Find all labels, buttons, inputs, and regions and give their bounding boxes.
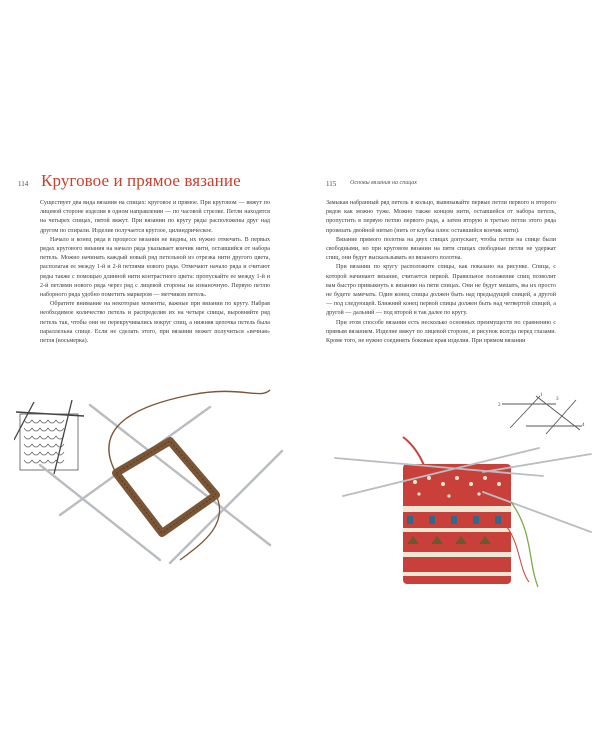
- diagram-number: 3: [556, 397, 559, 402]
- diagram-number: 1: [540, 393, 543, 398]
- page-number-right: 115: [326, 180, 337, 188]
- page-number-left: 114: [18, 180, 29, 188]
- paragraph: Вязание прямого полотна на двух спицах допускает, чтобы петли на спице были свободными, но при круговом вязании на пяти спицах свободные петли не удержат спиц, они будут выскальзывать из вязаного полотна.: [326, 236, 556, 262]
- red-patterned-knitting-photo: [333, 432, 595, 592]
- paragraph: Замыкая набранный ряд петель в кольцо, вывязывайте первые петли первого и второго рядов как можно туже. Можно также концом нити, оставшейся от набора петель, пропустить в первую петлю первого ряда, а затем вторую и третью петли этого ряда провязать двойной нитью (нить от клубка плюс оставшийся кончик нити).: [326, 200, 556, 234]
- diagram-number: 4: [582, 423, 585, 428]
- needle-arrangement-diagram: [496, 390, 588, 438]
- chapter-title: Круговое и прямое вязание: [41, 171, 241, 190]
- running-head: Основы вязания на спицах: [350, 180, 417, 186]
- paragraph: Начало и конец ряда в процессе вязания не видны, их нужно отмечать. В первых рядах кругового вязания на начало ряда указывает кончик нити, оставшийся от набора петель. Можно начинать каждый новый ряд петельной из отрезка нити другого цвета, располагая ее между 1-й и 2-й петлями нового ряда. Отмечают начало ряда и считают ряды также с помощью длинной нити контрастного цвета: пропускайте ее между 1-й и 2-й петлями нового ряда через ряд с лицевой стороны на изнаночную. Первую петлю наборного ряда удобно пометить маркером — метчиком петель.: [40, 236, 270, 299]
- four-needle-knitting-photo: [20, 385, 290, 575]
- paragraph: Обратите внимание на некоторые моменты, важные при вязании по кругу. Набрав необходимое количество петель и распределив их на четыре спицы, выровняйте ряд петель так, чтобы они не перекручивались вокруг спиц, а нижняя цепочка петель была параллельна спице. Если не сделать этого, при вязании может получиться «вечная» петля (восьмерка).: [40, 301, 270, 345]
- diagram-number: 2: [498, 403, 501, 408]
- paragraph: При вязании по кругу расположите спицы, как показано на рисунке. Спица, с которой начинают вязание, считается первой. Правильное положение спиц позволит вам быстро привыкнуть к вязанию на пяти спицах. Они не будут мешать, вы их просто не будете замечать. Один конец спицы должен быть над предыдущей спицей, а другой — под следующей. Ближний конец первой спицы должен быть над четвертой спицей, а другой — дальний — под второй и так далее по кругу.: [326, 264, 556, 317]
- right-text-column: [326, 199, 556, 346]
- paragraph: Существует два вида вязания на спицах: круговое и прямое. При круговом — вяжут по лицевой стороне изделия в одном направлении — по часовой стрелке. Петли находятся на четырех спицах, пятой вяжут. При вязании по кругу ряды расположены друг над другом по спирали. Изделие получается круглое, цилиндрическое.: [40, 200, 270, 234]
- paragraph: При этом способе вязания есть несколько основных преимуществ по сравнению с прямым вязанием. Изделие вяжут по лицевой стороне, и рисунок всегда перед глазами. Кроме того, не нужно соединять боковые края изделия. При прямом вязании: [326, 319, 556, 345]
- left-text-column: [40, 199, 270, 346]
